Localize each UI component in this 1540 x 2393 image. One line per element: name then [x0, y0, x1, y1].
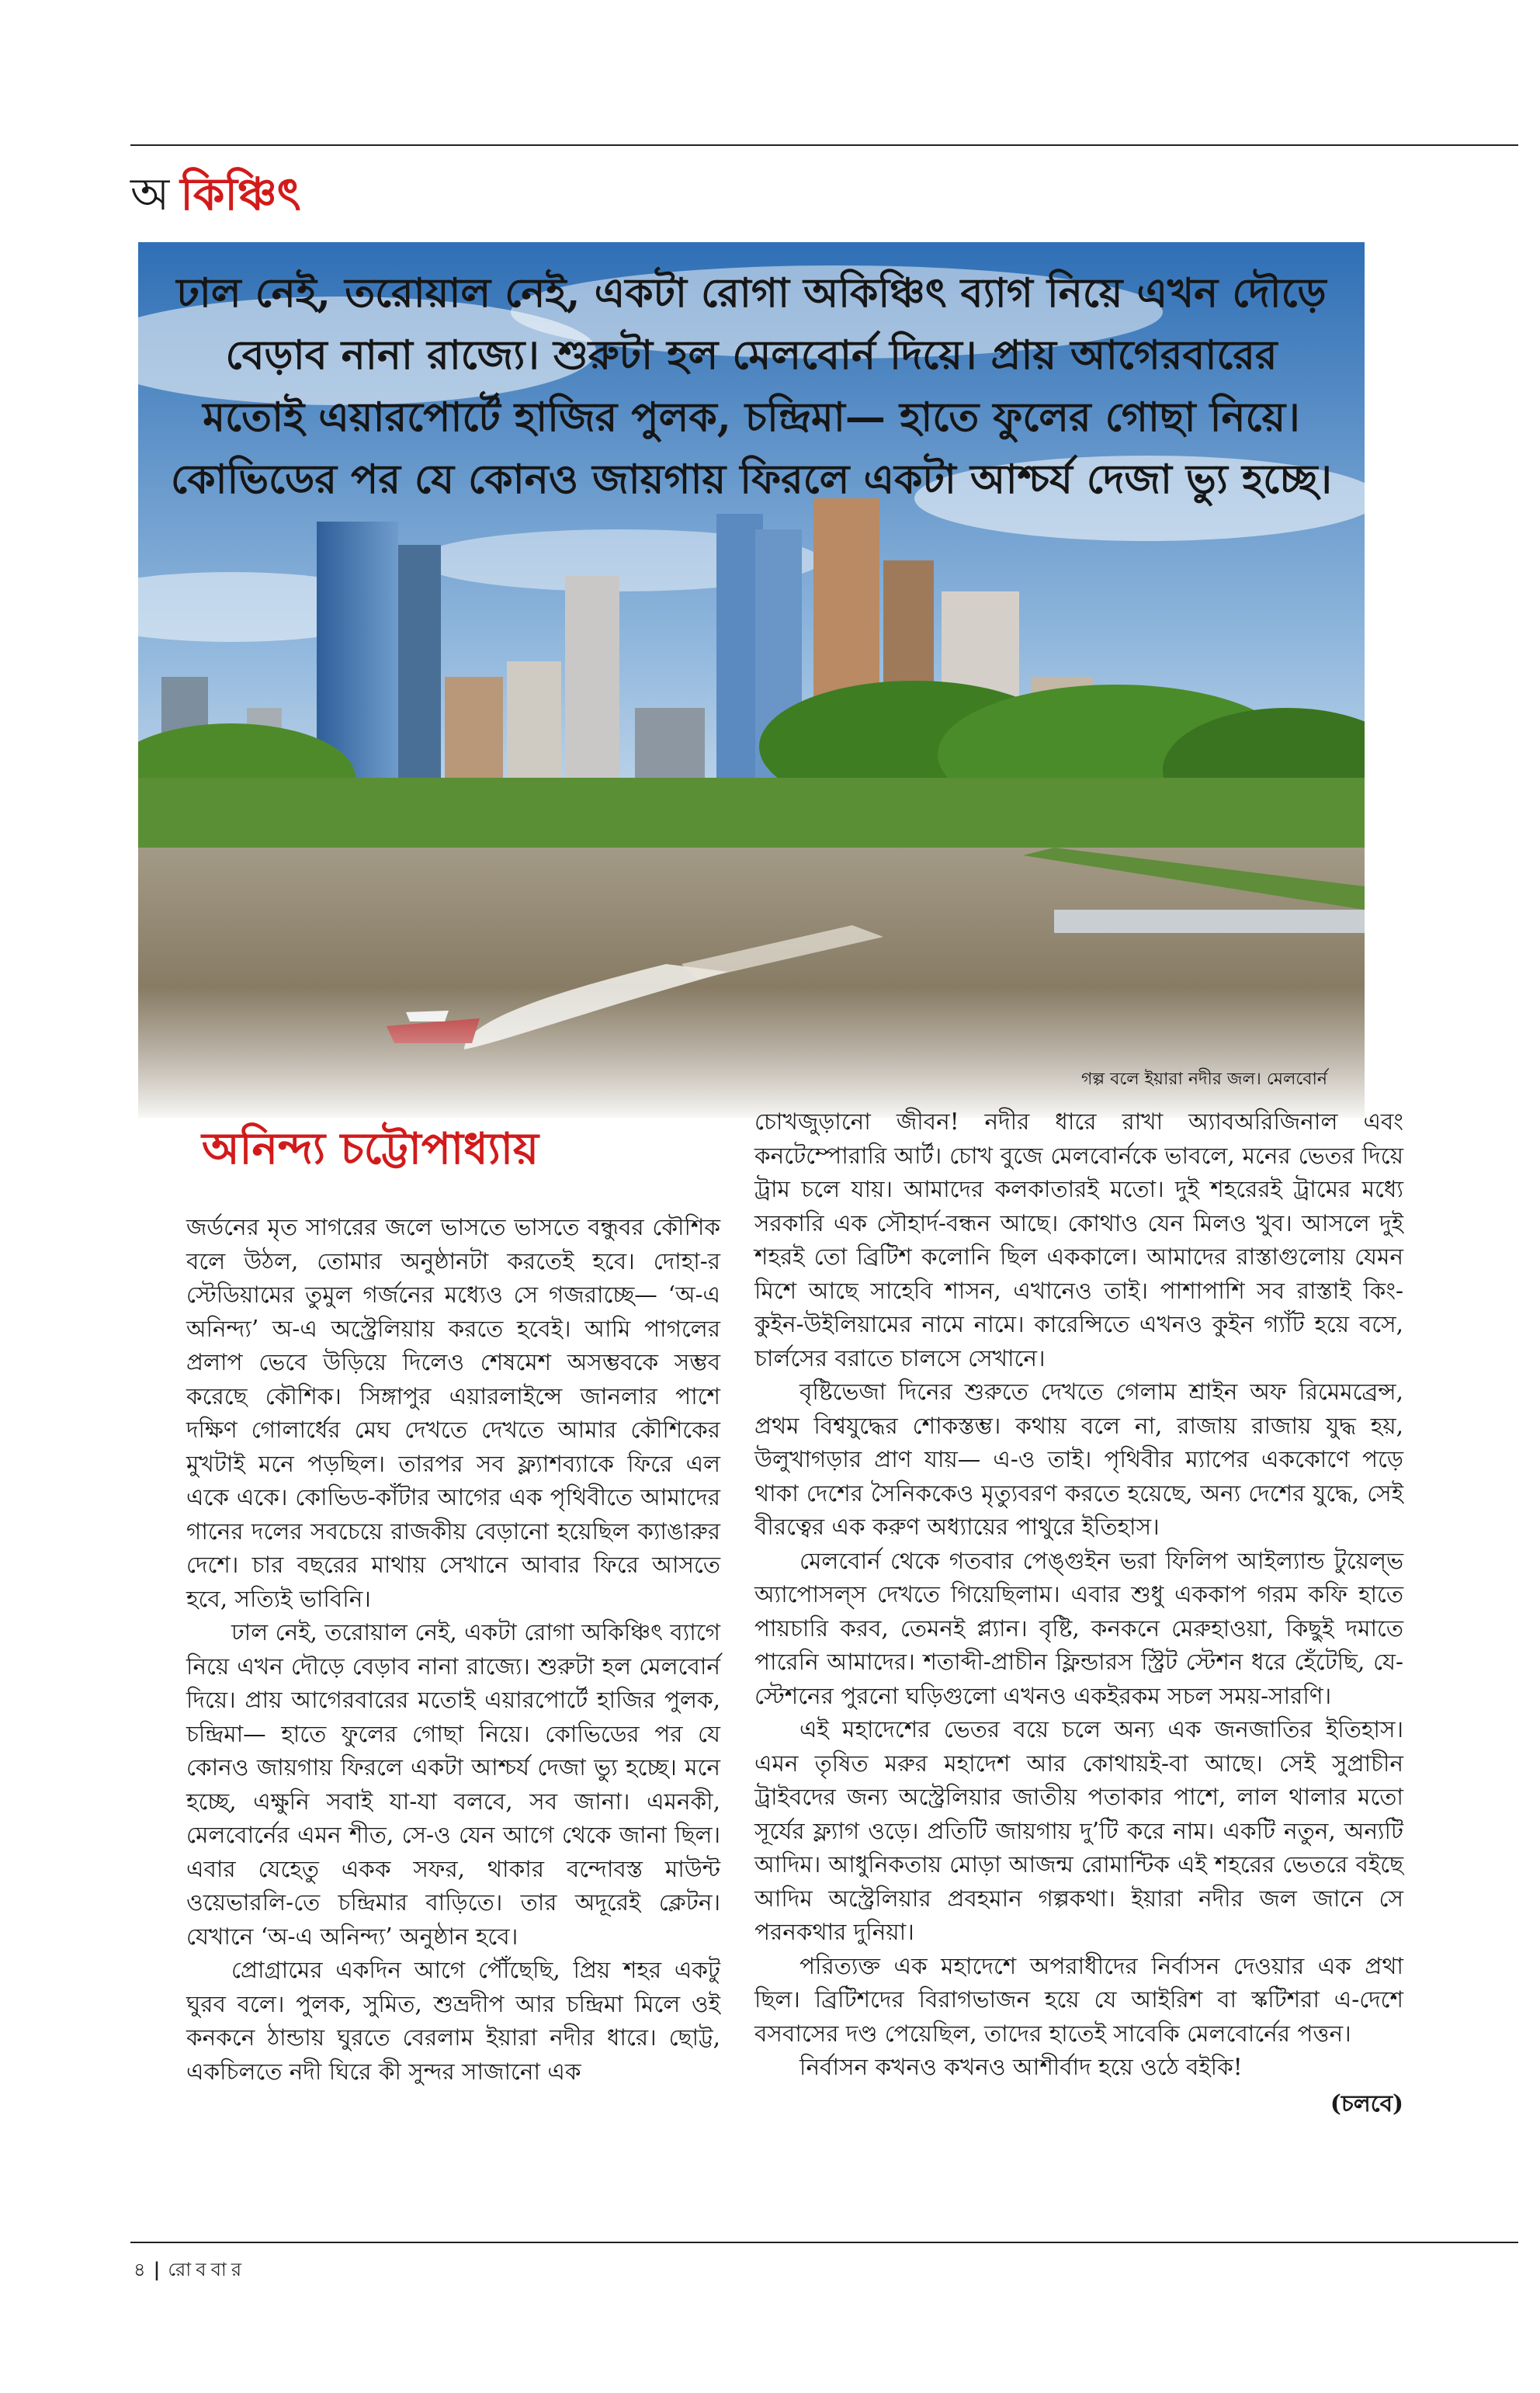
page-footer [134, 2256, 246, 2287]
paragraph: বৃষ্টিভেজা দিনের শুরুতে দেখতে গেলাম শ্রাইন অফ রিমেমব্রেন্স, প্রথম বিশ্বযুদ্ধের শোকস্তম্ভ। কথায় বলে না, রাজায় রাজায় যুদ্ধ হয়, উলুখাগড়ার প্রাণ যায়— এ-ও তাই। পৃথিবীর ম্যাপের এককোণে পড়ে থাকা দেশের সৈনিককেও মৃত্যুবরণ করতে হয়েছে, অন্য দেশের যুদ্ধে, সেই বীরত্বের এক করুণ অধ্যায়ের পাথুরে ইতিহাস। [754, 1379, 1403, 1540]
section-prefix: অ [130, 168, 170, 220]
top-rule [130, 144, 1518, 146]
paragraph: প্রোগ্রামের একদিন আগে পৌঁছেছি, প্রিয় শহর একটু ঘুরব বলে। পুলক, সুমিত, শুভ্রদীপ আর চন্দ্রিমা মিলে ওই কনকনে ঠান্ডায় ঘুরতে বেরলাম ইয়ারা নদীর ধারে। ছোট্ট, একচিলতে নদী ঘিরে কী সুন্দর সাজানো এক [186, 1957, 720, 2085]
section-name: কিঞ্চিৎ [180, 168, 301, 220]
author-byline: অনিন্দ্য চট্টোপাধ্যায় [202, 1123, 539, 1174]
paragraph: পরিত্যক্ত এক মহাদেশে অপরাধীদের নির্বাসন দেওয়ার এক প্রথা ছিল। ব্রিটিশদের বিরাগভাজন হয়ে যে আইরিশ বা স্কটিশরা এ-দেশে বসবাসের দণ্ড পেয়েছিল, তাদের হাতেই সাবেকি মেলবোর্নের পত্তন। [754, 1952, 1403, 2047]
paragraph: মেলবোর্ন থেকে গতবার পেঙ্গুইন ভরা ফিলিপ আইল্যান্ড টুয়েল্ভ অ্যাপোসল্‌স দেখতে গিয়েছিলাম। এবার শুধু এককাপ গরম কফি হাতে পায়চারি করব, তেমনই প্ল্যান। বৃষ্টি, কনকনে মেরুহাওয়া, কিছুই দমাতে পারেনি আমাদের। শতাব্দী-প্রাচীন ফ্লিন্ডারস স্ট্রিট স্টেশন ধরে হেঁটেছি, যে-স্টেশনের পুরনো ঘড়িগুলো এখনও একইরকম সচল সময়-সারণি। [754, 1547, 1403, 1709]
paragraph: নির্বাসন কখনও কখনও আশীর্বাদ হয়ে ওঠে বইকি! [799, 2054, 1243, 2080]
paragraph: এই মহাদেশের ভেতর বয়ে চলে অন্য এক জনজাতির ইতিহাস। এমন তৃষিত মরুর মহাদেশ আর কোথায়ই-বা আছে। সেই সুপ্রাচীন ট্রাইবদের জন্য অস্ট্রেলিয়ার জাতীয় পতাকার পাশে, লাল থালার মতো সূর্যের ফ্ল্যাগ ওড়ে। প্রতিটি জায়গায় দু’টি করে নাম। একটি নতুন, অন্যটি আদিম। আধুনিকতায় মোড়া আজন্ম রোমান্টিক এই শহরের ভেতরে বইছে আদিম অস্ট্রেলিয়ার প্রবহমান গল্পকথা। ইয়ারা নদীর জল জানে সে পরনকথার দুনিয়া। [754, 1716, 1403, 1945]
continued-marker: (চলবে) [1330, 2089, 1403, 2117]
page-number: ৪ [134, 2259, 146, 2280]
section-title [130, 167, 301, 221]
photo-caption: গল্প বলে ইয়ারা নদীর জল। মেলবোর্ন [1081, 1070, 1327, 1089]
article-column-left [186, 1211, 720, 2089]
paragraph: জর্ডনের মৃত সাগরের জলে ভাসতে ভাসতে বন্ধুবর কৌশিক বলে উঠল, তোমার অনুষ্ঠানটা করতেই হবে। দোহা-র স্টেডিয়ামের তুমুল গর্জনের মধ্যেও সে গজরাচ্ছে— ‘অ-এ অনিন্দ্য’ অ-এ অস্ট্রেলিয়ায় করতে হবেই। আমি পাগলের প্রলাপ ভেবে উড়িয়ে দিলেও শেষমেশ অসম্ভবকে সম্ভব করেছে কৌশিক। সিঙ্গাপুর এয়ারলাইন্সে জানলার পাশে দক্ষিণ গোলার্ধের মেঘ দেখতে দেখতে আমার কৌশিকের মুখটাই মনে পড়ছিল। তারপর সব ফ্ল্যাশব্যাকে ফিরে এল একে একে। কোভিড-কাঁটার আগের এক পৃথিবীতে আমাদের গানের দলের সবচেয়ে রাজকীয় বেড়ানো হয়েছিল ক্যাঙারুর দেশে। চার বছরের মাথায় সেখানে আবার ফিরে আসতে হবে, সত্যিই ভাবিনি। [186, 1214, 720, 1612]
article-column-right [754, 1105, 1403, 2120]
magazine-name: রোববার [168, 2259, 247, 2280]
paragraph: ঢাল নেই, তরোয়াল নেই, একটা রোগা অকিঞ্চিৎ ব্যাগে নিয়ে এখন দৌড়ে বেড়াব নানা রাজ্যে। শুরুটা হল মেলবোর্ন দিয়ে। প্রায় আগেরবারের মতোই এয়ারপোর্টে হাজির পুলক, চন্দ্রিমা— হাতে ফুলের গোছা নিয়ে। কোভিডের পর যে কোনও জায়গায় ফিরলে একটা আশ্চর্য দেজা ভ্যু হচ্ছে। মনে হচ্ছে, এক্ষুনি সবাই যা-যা বলবে, সব জানা। এমনকী, মেলবোর্নের এমন শীত, সে-ও যেন আগে থেকে জানা ছিল। এবার যেহেতু একক সফর, থাকার বন্দোবস্ত মাউন্ট ওয়েভারলি-তে চন্দ্রিমার বাড়িতে। তার অদূরেই ক্লেটন। যেখানে ‘অ-এ অনিন্দ্য’ অনুষ্ঠান হবে। [186, 1619, 720, 1950]
lede-quote: ঢাল নেই, তরোয়াল নেই, একটা রোগা অকিঞ্চিৎ ব্যাগ নিয়ে এখন দৌড়ে বেড়াব নানা রাজ্যে। শুরুটা হল মেলবোর্ন দিয়ে। প্রায় আগেরবারের মতোই এয়ারপোর্টে হাজির পুলক, চন্দ্রিমা— হাতে ফুলের গোছা নিয়ে। কোভিডের পর যে কোনও জায়গায় ফিরলে একটা আশ্চর্য দেজা ভ্যু হচ্ছে। [170, 269, 1333, 503]
footer-separator: | [153, 2258, 161, 2280]
hero-photo [138, 242, 1365, 1118]
bottom-rule [130, 2242, 1518, 2243]
paragraph: চোখজুড়ানো জীবন! নদীর ধারে রাখা অ্যাবঅরিজিনাল এবং কনটেম্পোরারি আর্ট। চোখ বুজে মেলবোর্নকে ভাবলে, মনের ভেতর দিয়ে ট্রাম চলে যায়। আমাদের কলকাতারই মতো। দুই শহরেরই ট্রামের মধ্যে সরকারি এক সৌহার্দ-বন্ধন আছে। কোথাও যেন মিলও খুব। আসলে দুই শহরই তো ব্রিটিশ কলোনি ছিল এককালে। আমাদের রাস্তাগুলোয় যেমন মিশে আছে সাহেবি শাসন, এখানেও তাই। পাশাপাশি সব রাস্তাই কিং-কুইন-উইলিয়ামের নামে নামে। কারেন্সিতে এখনও কুইন গ্যাঁট হয়ে বসে, চার্লসের বরাতে চালসে সেখানে। [754, 1108, 1403, 1372]
